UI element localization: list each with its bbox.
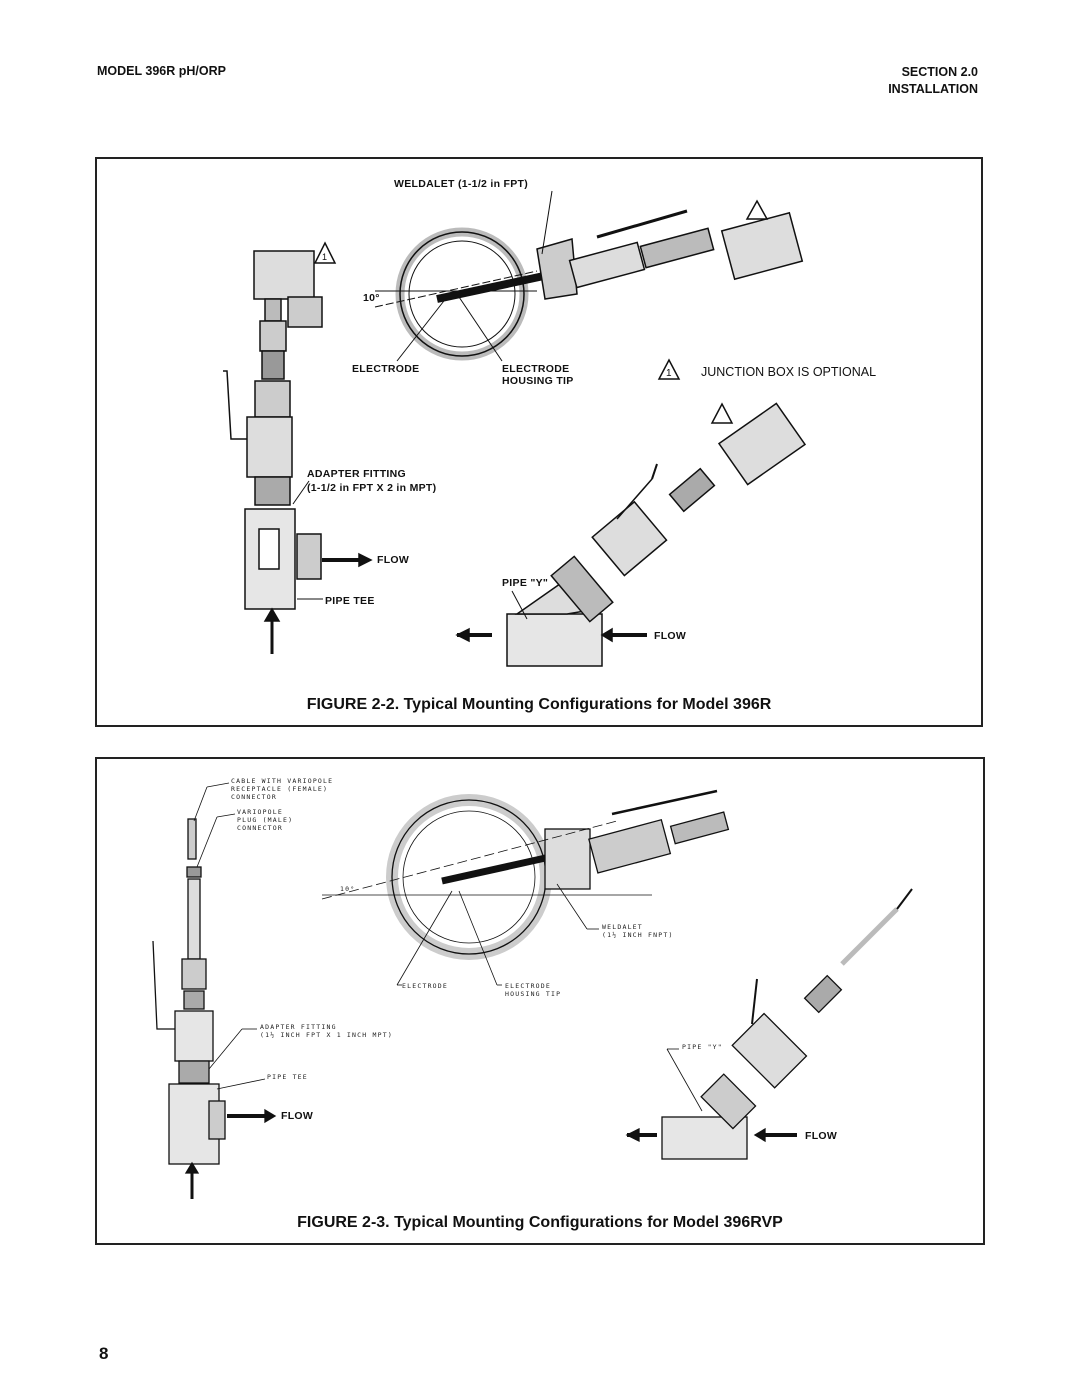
electrode-housing-tip-label-1: ELECTRODE (502, 363, 570, 375)
figure-2-3 (95, 757, 985, 1245)
flow-label-right: FLOW (654, 630, 687, 642)
adapter-fitting-size-label: (1-1/2 in FPT X 2 in MPT) (307, 482, 437, 494)
adapter-fitting-label-2: ADAPTER FITTING (260, 1023, 337, 1031)
pipe-y-assembly (457, 403, 805, 666)
cable-label-1: CABLE WITH VARIOPOLE (231, 777, 334, 785)
header-model: MODEL 396R pH/ORP (97, 64, 226, 78)
pipe-y-label-2: PIPE "Y" (682, 1043, 723, 1051)
plug-label-2: PLUG (MALE) (237, 816, 294, 824)
electrode-label-2: ELECTRODE (402, 982, 449, 990)
housing-tip-label-2: HOUSING TIP (505, 990, 562, 998)
figure-2-3-drawing (97, 759, 983, 1243)
housing-tip-label-1: ELECTRODE (505, 982, 552, 990)
pipe-cross-section-2 (322, 791, 728, 954)
angle-10-label: 10° (363, 292, 380, 304)
weldalet-label: WELDALET (1-1/2 in FPT) (394, 178, 529, 190)
plug-label-1: VARIOPOLE (237, 808, 284, 816)
note-mark-1b: 1 (666, 368, 672, 379)
pipe-cross-section (375, 201, 802, 356)
pipe-y-assembly-2 (627, 889, 912, 1159)
cable-label-3: CONNECTOR (231, 793, 278, 801)
header-section (888, 64, 978, 98)
adapter-fitting-label: ADAPTER FITTING (307, 468, 406, 480)
flow-label-left-2: FLOW (281, 1110, 314, 1122)
page-number: 8 (99, 1344, 109, 1363)
plug-label-3: CONNECTOR (237, 824, 284, 832)
angle-10-label-2: 10° (340, 885, 356, 893)
adapter-fitting-size-label-2: (1½ INCH FPT X 1 INCH MPT) (260, 1031, 393, 1039)
vertical-assembly-396rvp (153, 819, 275, 1199)
note-mark-1: 1 (322, 252, 328, 262)
weldalet-size-label-2: (1½ INCH FNPT) (602, 931, 674, 939)
figure-2-2-caption: FIGURE 2-2. Typical Mounting Configurations for Model 396R (306, 696, 772, 713)
pipe-tee-label: PIPE TEE (325, 595, 375, 607)
electrode-label: ELECTRODE (352, 363, 420, 375)
flow-label-left: FLOW (377, 554, 410, 566)
flow-label-right-2: FLOW (805, 1130, 838, 1142)
cable-label-2: RECEPTACLE (FEMALE) (231, 785, 329, 793)
header-section-number: SECTION 2.0 (901, 65, 978, 79)
figure-2-3-caption: FIGURE 2-3. Typical Mounting Configurations for Model 396RVP (297, 1214, 783, 1231)
figure-2-2 (95, 157, 983, 727)
vertical-assembly-396r (223, 243, 371, 654)
electrode-housing-tip-label-2: HOUSING TIP (502, 375, 574, 387)
figure-2-2-drawing (97, 159, 981, 725)
weldalet-label-2: WELDALET (602, 923, 643, 931)
junction-box-note: JUNCTION BOX IS OPTIONAL (701, 365, 877, 379)
header-section-title: INSTALLATION (888, 82, 978, 96)
pipe-tee-label-2: PIPE TEE (267, 1073, 308, 1081)
pipe-y-label: PIPE "Y" (502, 577, 549, 589)
